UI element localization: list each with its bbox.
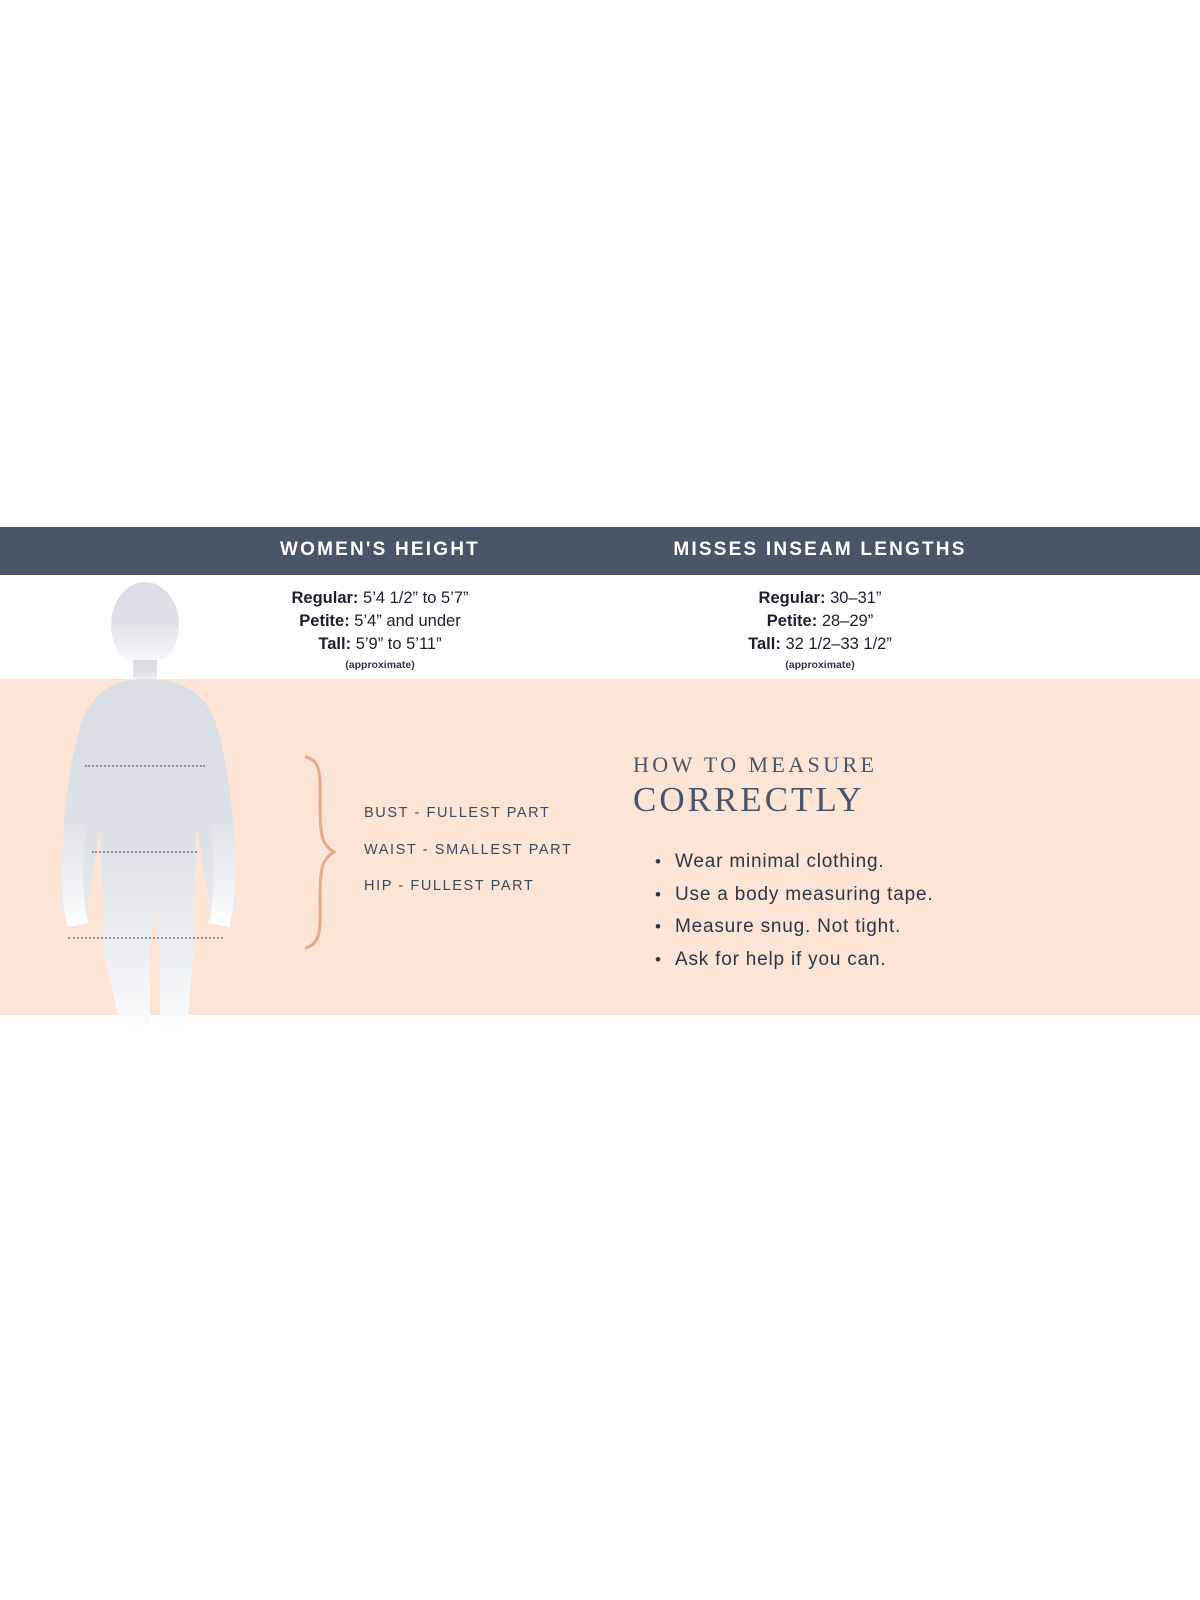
inseam-row-label: Petite: — [766, 612, 818, 630]
height-row-value: 5’4 1/2” to 5’7” — [363, 589, 469, 607]
height-row-label: Petite: — [299, 612, 350, 630]
measurement-label-waist: WAIST - SMALLEST PART — [364, 841, 573, 858]
measurement-brace-icon — [300, 755, 340, 950]
inseam-row-value: 28–29” — [821, 612, 874, 630]
womens-height-header: WOMEN'S HEIGHT — [280, 539, 480, 560]
height-approx-note: (approximate) — [345, 659, 415, 671]
waist-measure-line — [92, 851, 197, 855]
how-to-measure-title: CORRECTLY — [633, 780, 865, 819]
inseam-approx-note: (approximate) — [785, 659, 855, 671]
list-item: • Ask for help if you can. — [655, 944, 1133, 977]
inseam-row-label: Tall: — [748, 635, 781, 653]
table-header-bar — [0, 527, 1200, 575]
measurement-label-list — [364, 795, 624, 905]
how-to-measure-section — [633, 752, 1133, 976]
height-row-value: 5’4” and under — [354, 612, 461, 630]
inseam-row — [610, 587, 1030, 610]
how-to-measure-tips — [633, 846, 1133, 976]
height-row-value: 5’9” to 5’11” — [355, 635, 442, 653]
inseam-row-label: Regular: — [758, 589, 826, 607]
height-row-label: Tall: — [318, 635, 352, 653]
list-item: • Use a body measuring tape. — [655, 879, 1133, 912]
inseam-row-value: 32 1/2–33 1/2” — [785, 635, 892, 653]
misses-inseam-header: MISSES INSEAM LENGTHS — [673, 539, 967, 560]
inseam-row-value: 30–31” — [830, 589, 882, 607]
bust-measure-line — [85, 765, 205, 769]
list-item: • Measure snug. Not tight. — [655, 911, 1133, 944]
inseam-row — [610, 633, 1030, 656]
height-row-label: Regular: — [291, 589, 359, 607]
how-to-measure-kicker: HOW TO MEASURE — [633, 752, 878, 777]
misses-inseam-values — [610, 587, 1030, 671]
inseam-row — [610, 610, 1030, 633]
hip-measure-line — [68, 937, 223, 941]
measurement-label-bust: BUST - FULLEST PART — [364, 805, 551, 821]
list-item: • Wear minimal clothing. — [655, 846, 1133, 879]
female-body-silhouette-icon — [30, 575, 290, 1045]
measurement-label-hip: HIP - FULLEST PART — [364, 878, 535, 894]
